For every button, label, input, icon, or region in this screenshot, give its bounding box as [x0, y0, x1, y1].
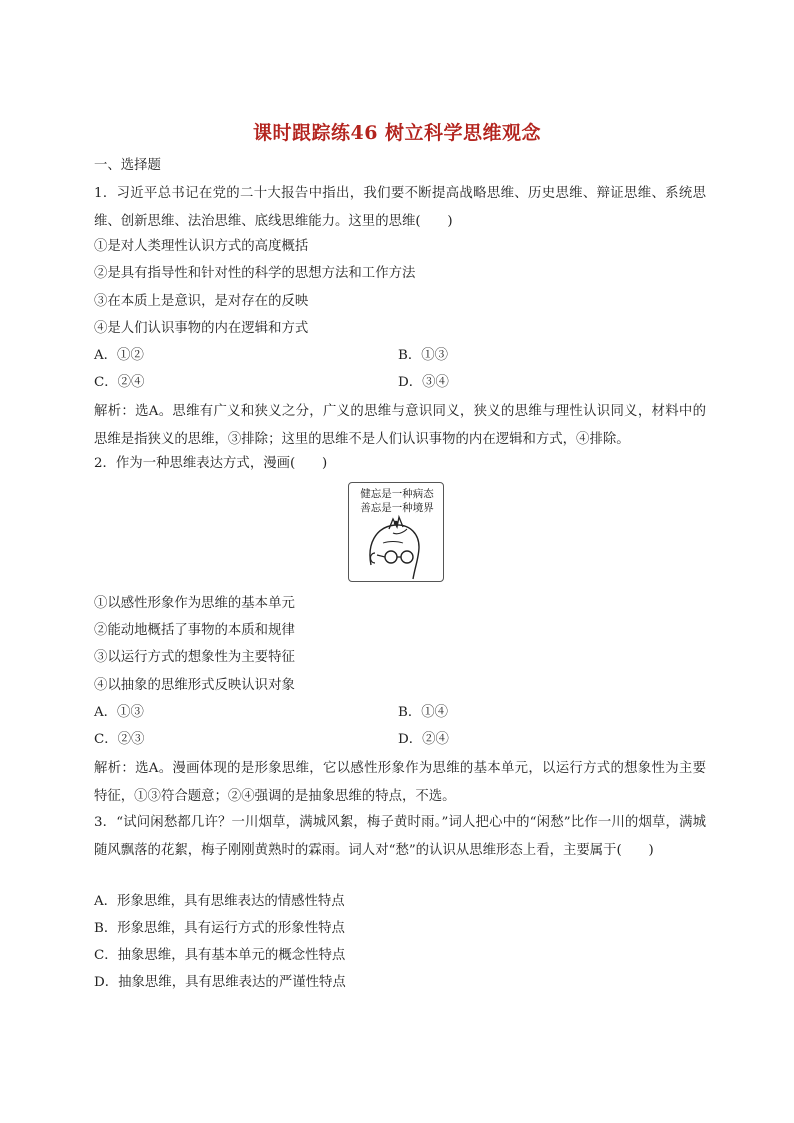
q1-option-d: D．③④: [398, 375, 449, 390]
cartoon-figure-illustration: [349, 483, 445, 583]
q2-option-d: D．②④: [398, 732, 449, 747]
q1-analysis: 解析：选A。思维有广义和狭义之分，广义的思维与意识同义，狭义的思维与理性认识同义，材料中的思维是指狭义的思维，③排除；这里的思维不是人们认识事物的内在逻辑和方式，④排除。: [94, 404, 706, 447]
q2-item-3: ③以运行方式的想象性为主要特征: [94, 650, 295, 665]
page-title: 课时跟踪练46 树立科学思维观念: [252, 122, 542, 144]
cartoon-image: [348, 482, 444, 582]
q3-option-d: D．抽象思维，具有思维表达的严谨性特点: [94, 975, 346, 990]
q1-option-a: A．①②: [94, 348, 144, 363]
question-3-stem: 3．“试问闲愁都几许？一川烟草，满城风絮，梅子黄时雨。”词人把心中的“闲愁”比作一川的烟草，满城随风飘落的花絮，梅子刚刚黄熟时的霖雨。词人对“愁”的认识从思维形态上看，主要属于( ): [94, 815, 706, 858]
section-heading: 一、选择题: [94, 158, 161, 173]
q2-item-4: ④以抽象的思维形式反映认识对象: [94, 678, 295, 693]
q3-option-b: B．形象思维，具有运行方式的形象性特点: [94, 921, 345, 936]
q1-option-b: B．①③: [398, 348, 449, 363]
q1-option-c: C．②④: [94, 375, 145, 390]
cartoon-caption-1: 健忘是一种病态: [360, 488, 434, 500]
q1-item-3: ③在本质上是意识，是对存在的反映: [94, 294, 309, 309]
q1-item-2: ②是具有指导性和针对性的科学的思想方法和工作方法: [94, 266, 416, 281]
q2-option-c: C．②③: [94, 732, 145, 747]
q1-item-1: ①是对人类理性认识方式的高度概括: [94, 239, 309, 254]
q2-item-1: ①以感性形象作为思维的基本单元: [94, 596, 295, 611]
cartoon-caption-2: 善忘是一种境界: [360, 502, 434, 514]
q2-item-2: ②能动地概括了事物的本质和规律: [94, 623, 295, 638]
question-1-stem: 1．习近平总书记在党的二十大报告中指出，我们要不断提高战略思维、历史思维、辩证思维、系统思维、创新思维、法治思维、底线思维能力。这里的思维( ): [94, 186, 706, 229]
q3-option-a: A．形象思维，具有思维表达的情感性特点: [94, 894, 345, 909]
q3-option-c: C．抽象思维，具有基本单元的概念性特点: [94, 948, 346, 963]
q1-item-4: ④是人们认识事物的内在逻辑和方式: [94, 321, 309, 336]
q2-option-a: A．①③: [94, 705, 144, 720]
q2-option-b: B．①④: [398, 705, 449, 720]
question-2-stem: 2．作为一种思维表达方式，漫画( ): [94, 456, 328, 471]
q2-analysis: 解析：选A。漫画体现的是形象思维，它以感性形象作为思维的基本单元，以运行方式的想象性为主要特征，①③符合题意；②④强调的是抽象思维的特点，不选。: [94, 761, 706, 804]
